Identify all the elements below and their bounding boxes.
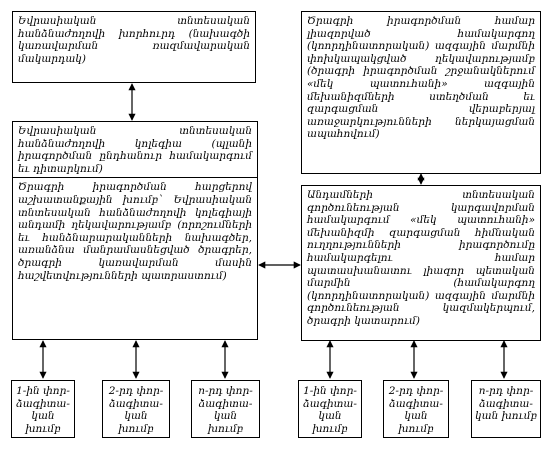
collegium-box	[12, 121, 258, 340]
working-group-text: Ծրագրի իրագործման հարցերով աշխատանքային խումբ` Եվրասիական տնտեսական հանձնաժողովի կոլեգիայի անդամի ղեկավարությամբ (որոշումների եւ հանձնարարականների նախագծեր, առանձնա մանրամասնեցված ծրագրեր, ծրագրի կառավարման մասին հաշվետվությունների պատրաստում)	[18, 181, 252, 282]
right-expert-group-3-label: n-րդ փոր-ձագիտա-կան խումբ	[475, 385, 537, 422]
left-expert-group-3-label: n-րդ փոր-ձագիտա-կան խումբ	[198, 385, 253, 435]
left-expert-group-1	[11, 380, 75, 438]
coordinator-text: Ծրագրի իրագործման համար լիազորված համակարգող (կոորդինատորական) ազգային մարմնի փոխկապակցված ղեկավարությամբ (ծրագրի իրագործման շրջանակներում «մեկ պատուհանի» ազգային մեխանիզմների ստեղծման եւ զարգացման վերաբերյալ առաջարկությունների ներկայացման ապահովում)	[307, 15, 535, 141]
collegium-divider	[12, 177, 258, 178]
right-expert-group-2-label: 2-րդ փոր-ձագիտա-կան խումբ	[388, 385, 444, 435]
left-expert-group-2	[102, 380, 170, 438]
right-expert-group-3	[471, 380, 541, 438]
coordinator-box	[301, 11, 541, 174]
right-expert-group-1	[298, 380, 362, 438]
left-expert-group-3	[191, 380, 260, 438]
left-expert-group-2-label: 2-րդ փոր-ձագիտա-կան խումբ	[108, 385, 164, 435]
authorized-body-box	[301, 185, 541, 341]
left-expert-group-1-label: 1-ին փոր-ձագիտա-կան խումբ	[16, 385, 70, 435]
authorized-body-text: Անդամների տնտեսական գործունեության կարգավորման համակարգում «մեկ պատուհանի» մեխանիզմի զարգացման հիմնական ուղղությունների իրագործումը համակարգելու համար պատասխանատու լիազոր պետական մարմին (համակարգող (կոորդինատորական) ազգային մարմնի գործունեության կազմակերպում, ծրագրի կատարում)	[307, 189, 535, 327]
council-text: Եվրասիական տնտեսական հանձնաժողովի խորհուրդ (նախագծի կառավարման ռազմավարական մակարդակ)	[18, 15, 250, 65]
right-expert-group-2	[383, 380, 449, 438]
collegium-title: Եվրասիական տնտեսական հանձնաժողովի կոլեգիա (պլանի իրագործման ընդհանուր համակարգում եւ դիտարկում)	[18, 125, 252, 175]
right-expert-group-1-label: 1-ին փոր-ձագիտա-կան խումբ	[303, 385, 357, 435]
council-box	[12, 11, 256, 83]
